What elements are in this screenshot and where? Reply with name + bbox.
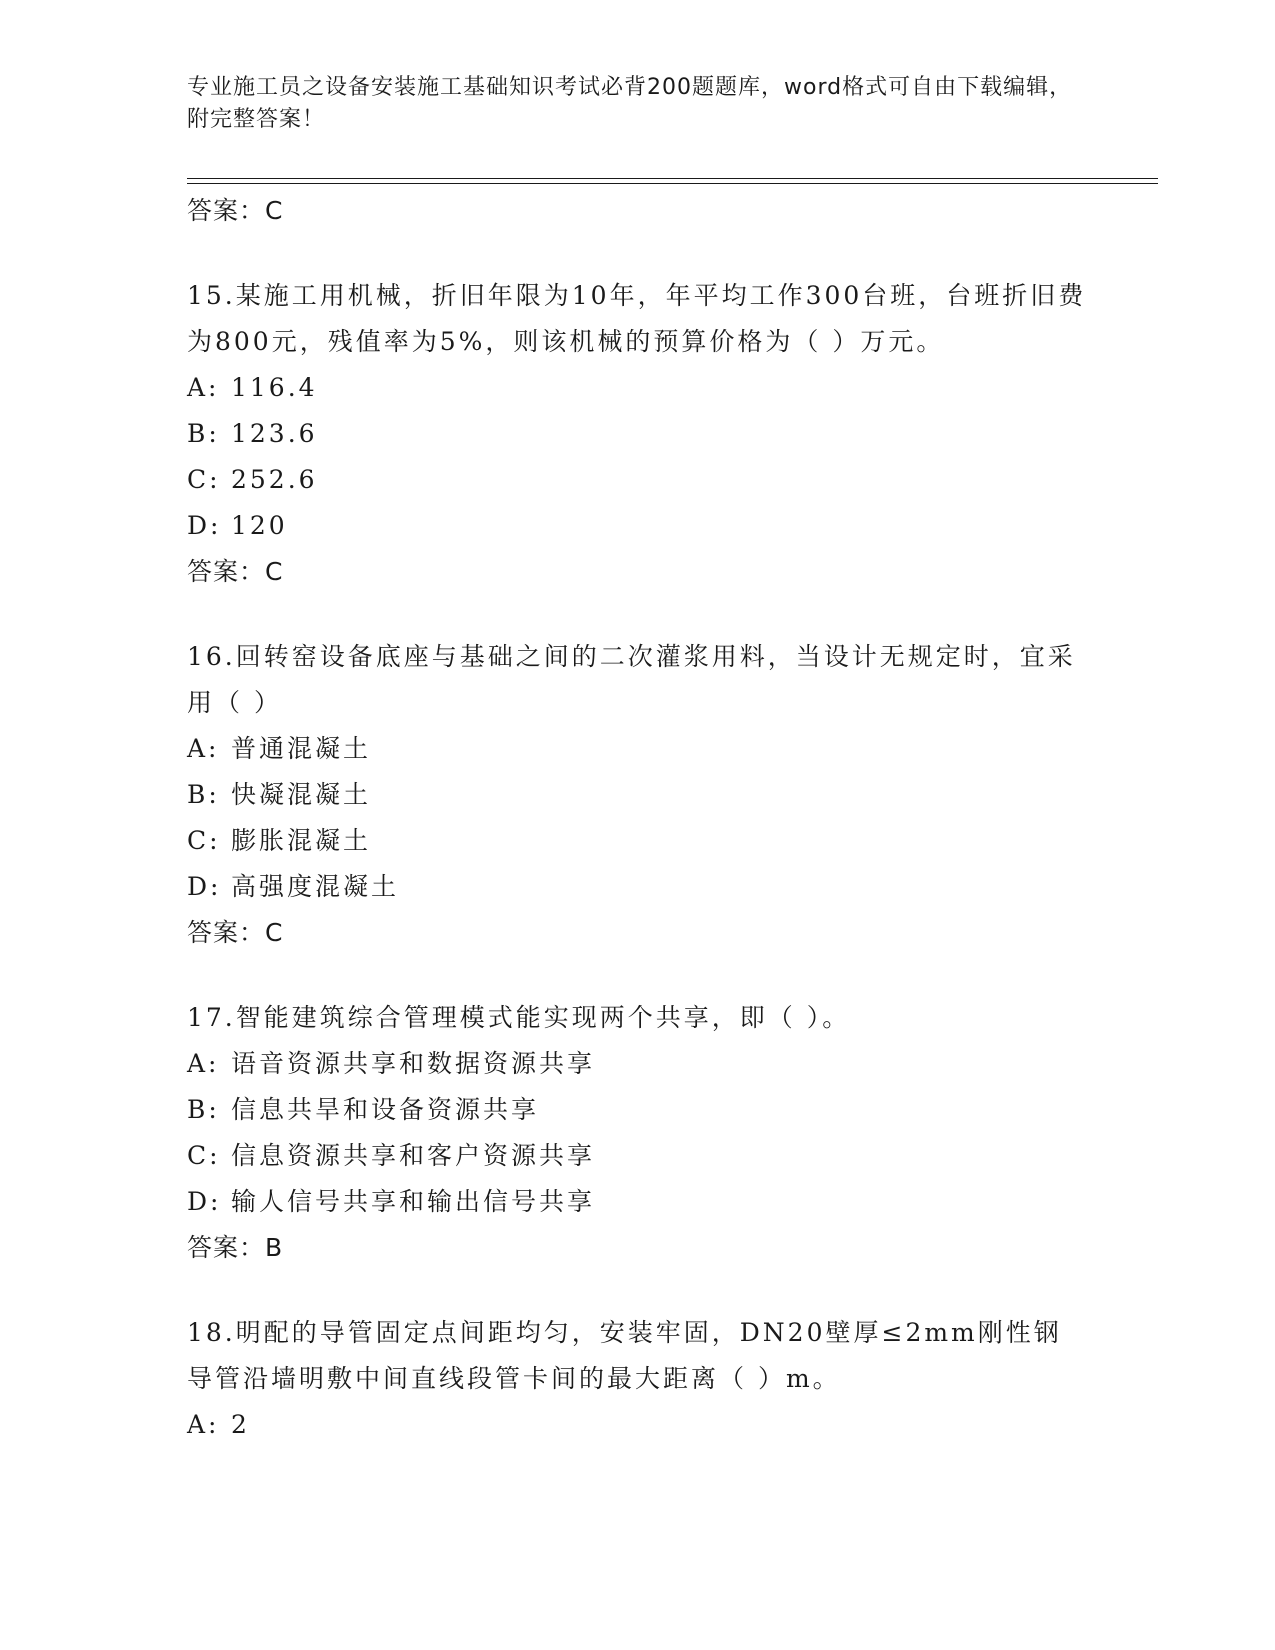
option-text: 输人信号共享和输出信号共享 (231, 1187, 596, 1216)
answer-line: 答案：C (187, 196, 284, 225)
option-key: A: (187, 373, 220, 402)
question-16 (187, 634, 1087, 955)
option-a (187, 1402, 1087, 1448)
answer-line: 答案：C (187, 918, 284, 947)
option-c (187, 1133, 1087, 1179)
option-a (187, 726, 1087, 772)
question-stem: 17.智能建筑综合管理模式能实现两个共享，即（ ）。 (187, 1003, 851, 1032)
option-c (187, 818, 1087, 864)
answer-line: 答案：B (187, 1233, 284, 1262)
option-b (187, 1087, 1087, 1133)
option-key: A: (187, 1410, 220, 1439)
option-text: 信息共旱和设备资源共享 (231, 1095, 540, 1124)
option-a (187, 365, 1087, 411)
option-text: 普通混凝土 (231, 734, 372, 763)
question-stem: 18.明配的导管固定点间距均匀，安装牢固，DN20壁厚≤2mm刚性钢导管沿墙明敷中间直线段管卡间的最大距离（ ）m。 (187, 1318, 1062, 1393)
header-divider-top (187, 178, 1158, 179)
option-text: 高强度混凝土 (231, 872, 400, 901)
option-b (187, 772, 1087, 818)
option-d (187, 864, 1087, 910)
option-key: C: (187, 465, 221, 494)
question-17 (187, 995, 1087, 1270)
option-text: 116.4 (231, 373, 318, 402)
option-d (187, 1179, 1087, 1225)
question-18 (187, 1310, 1087, 1448)
option-text: 252.6 (231, 465, 318, 494)
document-header: 专业施工员之设备安装施工基础知识考试必背200题题库，word格式可自由下载编辑，附完整答案！ (187, 75, 1073, 132)
header-divider-bottom (187, 183, 1158, 184)
question-stem: 15.某施工用机械，折旧年限为10年，年平均工作300台班，台班折旧费为800元，残值率为5%，则该机械的预算价格为（ ）万元。 (187, 281, 1087, 356)
option-text: 123.6 (231, 419, 318, 448)
option-text: 膨胀混凝土 (231, 826, 372, 855)
option-text: 语音资源共享和数据资源共享 (231, 1049, 596, 1078)
option-text: 信息资源共享和客户资源共享 (231, 1141, 596, 1170)
question-list (187, 188, 1087, 1448)
option-key: D: (187, 872, 222, 901)
option-key: A: (187, 734, 220, 763)
option-key: B: (187, 780, 220, 809)
option-key: B: (187, 419, 220, 448)
question-stem: 16.回转窑设备底座与基础之间的二次灌浆用料，当设计无规定时，宜采用（ ） (187, 642, 1076, 717)
option-c (187, 457, 1087, 503)
option-key: A: (187, 1049, 220, 1078)
option-key: B: (187, 1095, 220, 1124)
option-text: 120 (231, 511, 288, 540)
option-key: C: (187, 1141, 221, 1170)
answer-line: 答案：C (187, 557, 284, 586)
option-text: 快凝混凝土 (231, 780, 372, 809)
option-key: D: (187, 511, 222, 540)
option-key: D: (187, 1187, 222, 1216)
option-a (187, 1041, 1087, 1087)
option-text: 2 (231, 1410, 250, 1439)
question-15 (187, 273, 1087, 594)
option-d (187, 503, 1087, 549)
option-key: C: (187, 826, 221, 855)
option-b (187, 411, 1087, 457)
